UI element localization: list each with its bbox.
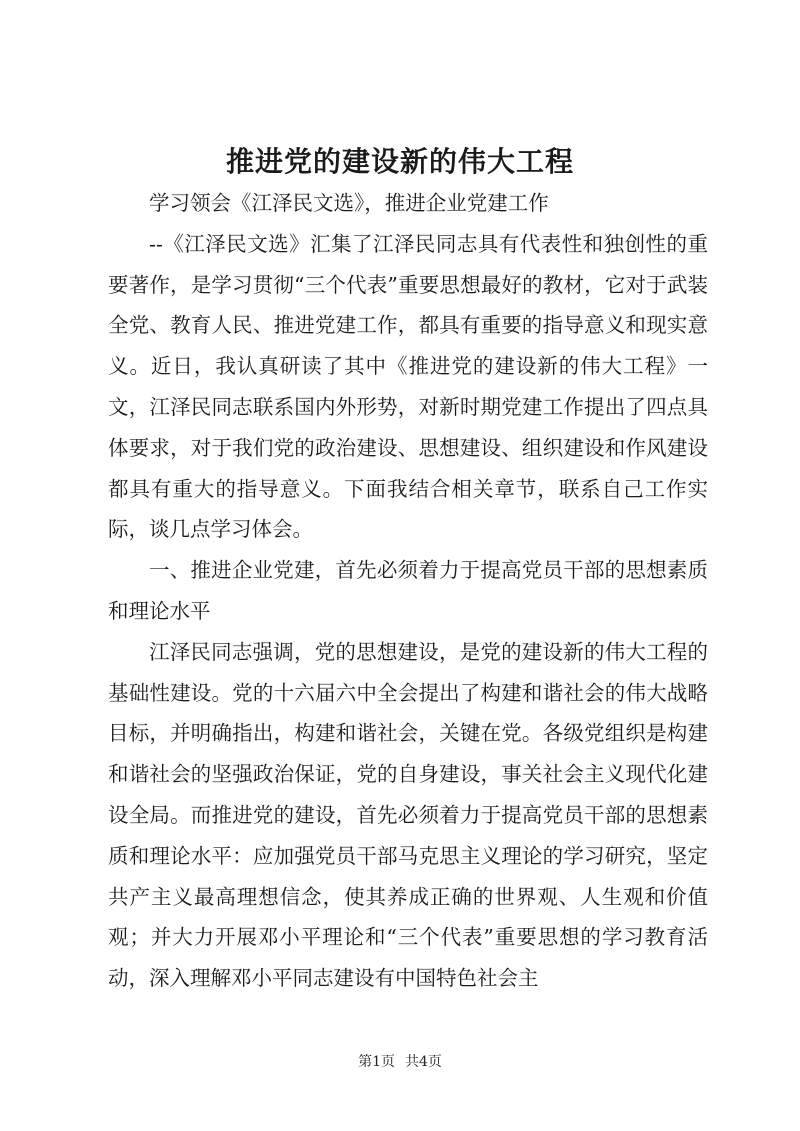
page-number: 第1页 [358,1054,395,1070]
section-1-paragraph: 江泽民同志强调，党的思想建设，是党的建设新的伟大工程的基础性建设。党的十六届六中全会提出了构建和谐社会的伟大战略目标，并明确指出，构建和谐社会，关键在党。各级党组织是构建和谐社会的坚强政治保证，党的自身建设，事关社会主义现代化建设全局。而推进党的建设，首先必须着力于提高党员干部的思想素质和理论水平：应加强党员干部马克思主义理论的学习研究，坚定共产主义最高理想信念，使其养成正确的世界观、人生观和价值观；并大力开展邓小平理论和“三个代表”重要思想的学习教育活动，深入理解邓小平同志建设有中国特色社会主 [108,639,708,991]
page-total: 共4页 [405,1054,442,1070]
section-heading-1: 一、推进企业党建，首先必须着力于提高党员干部的思想素质和理论水平 [108,558,708,623]
document-body [108,183,708,999]
subtitle-paragraph: 学习领会《江泽民文选》，推进企业党建工作 [149,191,549,215]
intro-paragraph: --《江泽民文选》汇集了江泽民同志具有代表性和独创性的重要著作，是学习贯彻“三个代表”重要思想最好的教材，它对于武装全党、教育人民、推进党建工作，都具有重要的指导意义和现实意义。近日，我认真研读了其中《推进党的建设新的伟大工程》一文，江泽民同志联系国内外形势，对新时期党建工作提出了四点具体要求，对于我们党的政治建设、思想建设、组织建设和作风建设都具有重大的指导意义。下面我结合相关章节，联系自己工作实际，谈几点学习体会。 [108,231,708,542]
document-title: 推进党的建设新的伟大工程 [225,145,574,178]
page-footer [0,1052,800,1072]
